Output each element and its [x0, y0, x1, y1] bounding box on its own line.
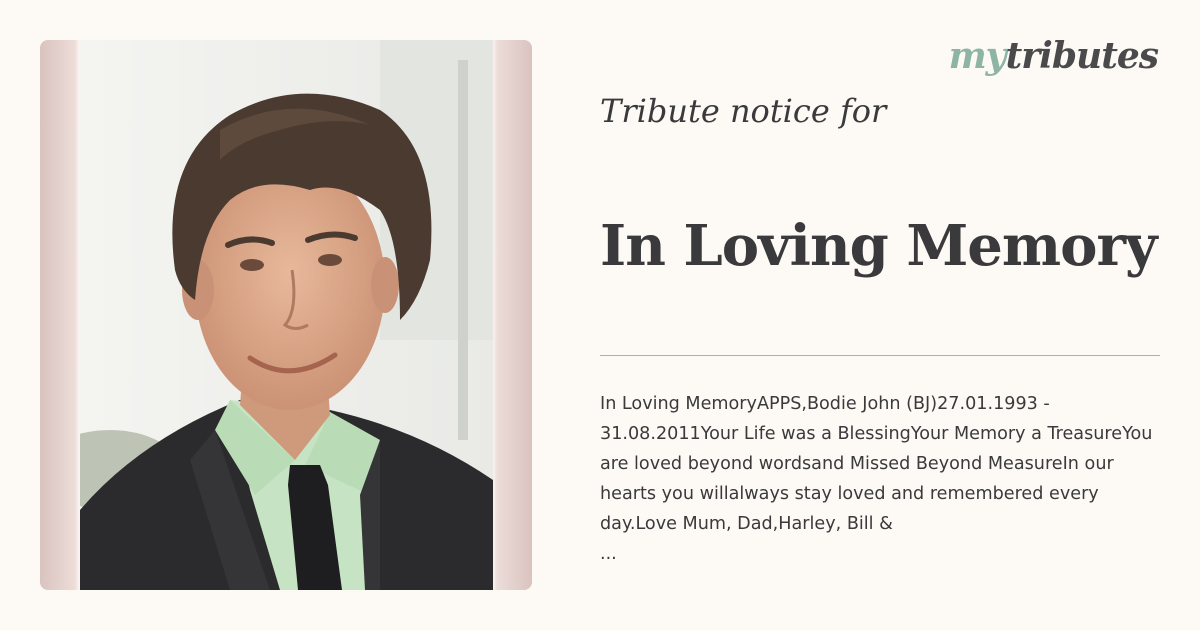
- tribute-name-heading: In Loving Memory: [600, 213, 1157, 279]
- tribute-excerpt-text: In Loving MemoryAPPS,Bodie John (BJ)27.01.1993 - 31.08.2011Your Life was a BlessingYour Memory a TreasureYou are loved beyond wordsand Missed Beyond MeasureIn our hearts you willalways stay loved and remembered every day.Love Mum, Dad,Harley, Bill &: [600, 394, 1153, 534]
- mytributes-logo[interactable]: [948, 35, 1158, 77]
- logo-suffix: tributes: [1005, 35, 1158, 77]
- tribute-excerpt-ellipsis: ...: [600, 544, 617, 564]
- portrait-image: [80, 40, 493, 590]
- tribute-excerpt: [600, 389, 1165, 569]
- portrait-photo: [80, 40, 493, 590]
- logo-prefix: my: [948, 35, 1006, 77]
- tribute-subtitle: Tribute notice for: [600, 92, 887, 130]
- portrait-photo-card: [40, 40, 532, 590]
- divider: [600, 355, 1160, 356]
